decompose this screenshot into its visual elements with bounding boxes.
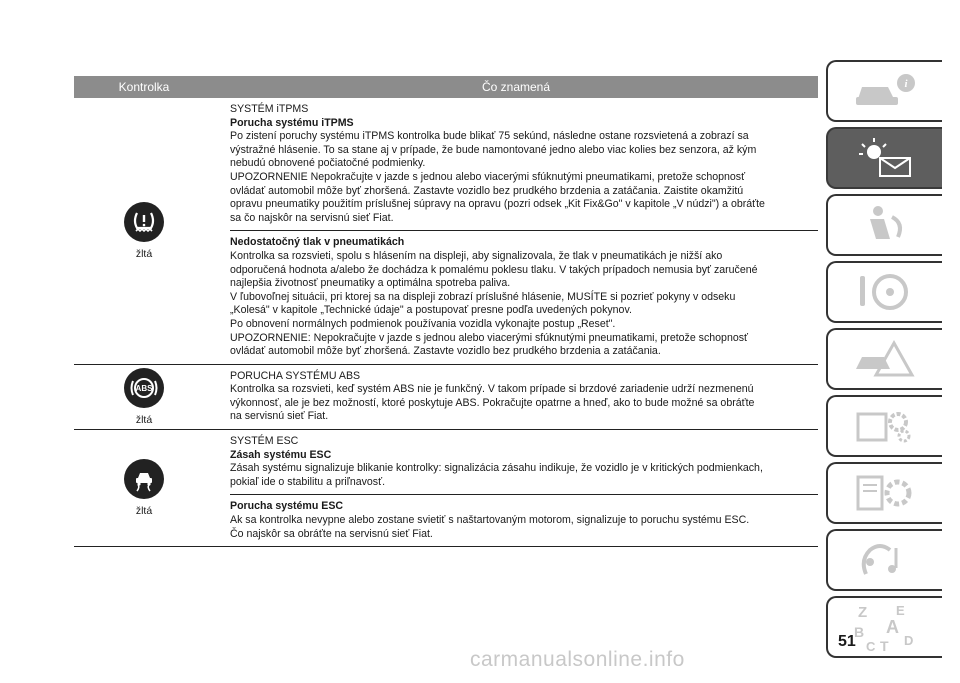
text-block <box>230 365 818 429</box>
index-letter: C <box>866 639 876 653</box>
warning-light-cell <box>74 365 214 429</box>
watermark: carmanualsonline.info <box>470 648 685 671</box>
text-block <box>230 230 818 363</box>
warning-light-cell <box>74 98 214 364</box>
safety-seat-icon <box>850 203 920 247</box>
text-line: Kontrolka sa rozsvieti, keď systém ABS nie je funkčný. V takom prípade si brzdové zariadenie udrží nezmenenú <box>230 383 754 396</box>
meaning-cell <box>214 365 818 429</box>
text-line: nebudú obnovené počiatočné podmienky. <box>230 157 426 170</box>
text-line: UPOZORNENIE: Nepokračujte v jazde s jednou alebo viacerými sfúknutými pneumatikami, pretože schopnosť <box>230 331 748 344</box>
block-title: Porucha systému ESC <box>230 500 344 513</box>
tab-warning-lights[interactable] <box>826 127 942 189</box>
text-line: najlepšia životnosť pneumatiky a optimálna spotreba paliva. <box>230 277 511 290</box>
chapter-tabs <box>826 60 956 663</box>
text-line: sa čo najskôr na servisnú sieť Fiat. <box>230 211 394 224</box>
tire-pressure-icon <box>124 202 164 242</box>
maintenance-icon <box>850 404 920 448</box>
tab-maintenance[interactable] <box>826 395 942 457</box>
technical-data-icon <box>850 471 920 515</box>
header-col-warning-light: Kontrolka <box>118 80 170 94</box>
color-label: žltá <box>135 413 153 426</box>
tab-car-info[interactable] <box>826 60 942 122</box>
warning-light-cell <box>74 430 214 546</box>
text-line: ovládať automobil môže byť zhoršená. Zastavte vozidlo bez prudkého brzdenia a zatáčania. Zaistite okamžitú <box>230 184 744 197</box>
system-name: PORUCHA SYSTÉMU ABS <box>230 369 361 382</box>
text-line: Po obnovení normálnych podmienok používania vozidla vykonajte postup „Reset". <box>230 317 616 330</box>
esc-skid-icon <box>124 459 164 499</box>
emergency-icon <box>850 337 920 381</box>
text-line: Po zistení poruchy systému iTPMS kontrolka bude blikať 75 sekúnd, následne ostane rozsvietená a zobrazí sa <box>230 130 749 143</box>
tab-technical-data[interactable] <box>826 462 942 524</box>
tab-emergency[interactable] <box>826 328 942 390</box>
warning-light-table <box>74 76 818 547</box>
index-letter: D <box>904 633 914 648</box>
index-letter: Z <box>858 604 868 621</box>
index-letter: E <box>896 603 905 618</box>
text-line: Čo najskôr sa obráťte na servisnú sieť Fiat. <box>230 527 433 540</box>
text-line: „Kolesá" v kapitole „Technické údaje" a postupovať presne podľa uvedených pokynov. <box>230 304 632 317</box>
block-title: Porucha systému iTPMS <box>230 116 354 129</box>
text-line: na servisnú sieť Fiat. <box>230 410 329 423</box>
text-line: Kontrolka sa rozsvieti, spolu s hlásením na displeji, aby signalizovala, že tlak v pneumatikách je nižší ako <box>230 249 723 262</box>
text-line: opravu pneumatiky použitím príslušnej súpravy na opravu (pozri odsek „Kit Fix&Go" v kapitole „V núdzi") a obráťte <box>230 198 765 211</box>
block-title: Nedostatočný tlak v pneumatikách <box>230 236 405 249</box>
system-name: SYSTÉM ESC <box>230 435 299 448</box>
tab-multimedia[interactable] <box>826 529 942 591</box>
warning-lights-icon <box>850 136 920 180</box>
table-row <box>74 430 818 547</box>
system-name: SYSTÉM iTPMS <box>230 103 309 115</box>
index-letter: T <box>880 638 889 653</box>
table-row <box>74 365 818 430</box>
index-icon <box>850 601 920 653</box>
text-line: UPOZORNENIE Nepokračujte v jazde s jednou alebo viacerými sfúknutými pneumatikami, pretože schopnosť <box>230 170 746 183</box>
page-number: 51 <box>838 633 856 650</box>
text-line: odporučená hodnota a/alebo že dochádza k pomalému poklesu tlaku. V takých prípadoch nemusia byť zaručené <box>230 263 758 276</box>
text-line: Ak sa kontrolka nevypne alebo zostane svietiť s naštartovaným motorom, signalizuje to poruchu systému ESC. <box>230 514 750 527</box>
block-title: Zásah systému ESC <box>230 448 332 461</box>
meaning-cell <box>214 98 818 364</box>
text-block <box>230 98 818 230</box>
text-line: výstražné hlásenie. To sa stane aj v prípade, že bude namontované jedno alebo viac kolies bez senzora, až kým <box>230 143 757 156</box>
text-block <box>230 494 818 546</box>
tab-safety[interactable] <box>826 194 942 256</box>
color-label: žltá <box>135 505 153 518</box>
index-letter: A <box>886 617 899 637</box>
text-line: výkonnosť, ale je bez možností, ktoré poskytuje ABS. Pokračujte opatrne a hneď, ako to bude možné sa obráťte <box>230 396 755 409</box>
header-col-meaning: Čo znamená <box>481 80 551 94</box>
table-row <box>74 98 818 365</box>
tab-driving[interactable] <box>826 261 942 323</box>
text-line: ovládať automobil môže byť zhoršená. Zastavte vozidlo bez prudkého brzdenia a zatáčania. <box>230 345 661 358</box>
abs-icon-text: ABS <box>135 383 153 393</box>
svg-text:i: i <box>904 78 908 90</box>
steering-wheel-icon <box>850 270 920 314</box>
car-info-icon <box>850 69 920 113</box>
index-letter: B <box>854 624 865 640</box>
text-line: Zásah systému signalizuje blikanie kontrolky: signalizácia zásahu indikuje, že vozidlo je v kritických podmienkach, <box>230 462 763 475</box>
multimedia-icon <box>850 538 920 582</box>
meaning-cell <box>214 430 818 546</box>
text-line: pokiaľ ide o stabilitu a priľnavosť. <box>230 475 386 488</box>
table-header <box>74 76 818 98</box>
text-line: V ľubovoľnej situácii, pri ktorej sa na displeji zobrazí príslušné hlásenie, MUSÍTE si pozrieť pokyny v odseku <box>230 290 736 303</box>
text-block <box>230 430 818 494</box>
color-label: žltá <box>135 247 153 260</box>
abs-icon <box>124 368 164 408</box>
